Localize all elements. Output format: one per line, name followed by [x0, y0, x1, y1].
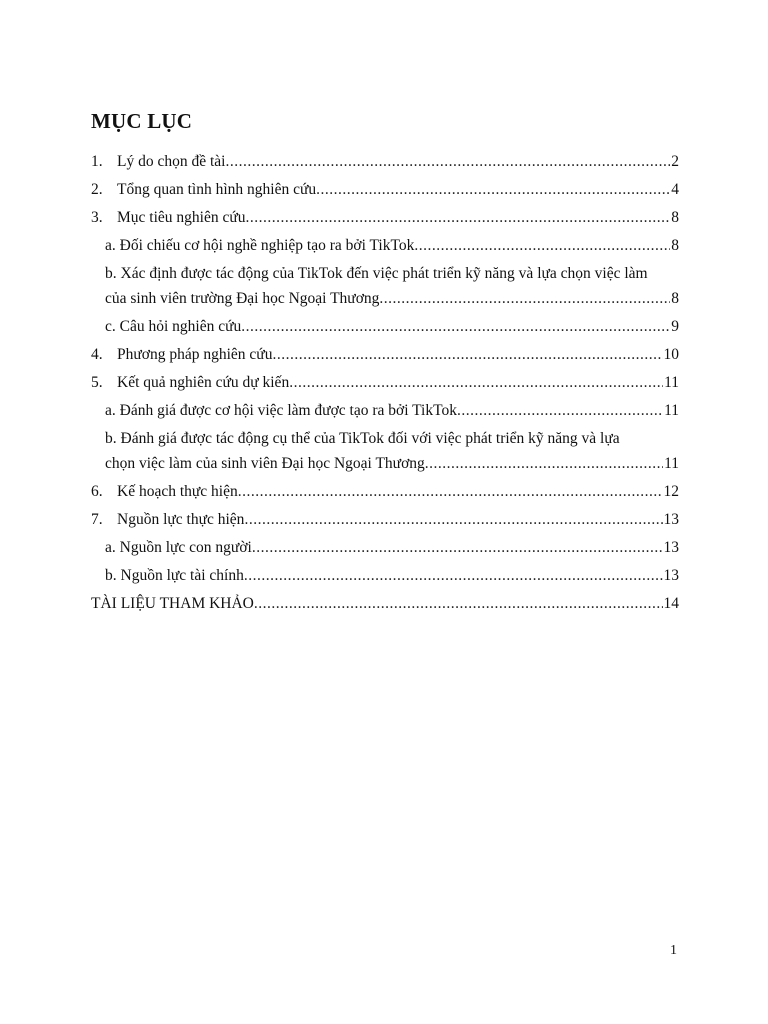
toc-entry-3a[interactable]	[91, 233, 679, 258]
toc-entry-3c[interactable]	[91, 314, 679, 339]
dot-leader	[246, 205, 671, 230]
dot-leader	[425, 451, 663, 476]
toc-entry-text: Nguồn lực thực hiện	[117, 511, 245, 528]
dot-leader	[238, 479, 663, 504]
dot-leader	[244, 507, 662, 532]
dot-leader	[252, 535, 663, 560]
toc-entry-text: Tổng quan tình hình nghiên cứu	[117, 181, 317, 198]
page-number: 1	[670, 943, 677, 958]
toc-entry-text: của sinh viên trường Đại học Ngoại Thương	[105, 290, 380, 307]
toc-entry-7[interactable]	[91, 507, 679, 532]
toc-entry-number: 4.	[91, 346, 103, 363]
toc-entry-text: Kế hoạch thực hiện	[117, 483, 238, 500]
dot-leader	[289, 370, 663, 395]
dot-leader	[272, 342, 662, 367]
toc-entry-5b[interactable]	[91, 426, 679, 476]
toc-entry-1[interactable]	[91, 149, 679, 174]
toc-entry-text: b. Nguồn lực tài chính	[105, 567, 244, 584]
toc-entry-5[interactable]	[91, 370, 679, 395]
toc-entry-text: TÀI LIỆU THAM KHẢO	[91, 595, 254, 612]
dot-leader	[457, 398, 663, 423]
toc-entry-4[interactable]	[91, 342, 679, 367]
toc-entry-page: 4	[671, 181, 679, 198]
toc-entry-page: 11	[664, 374, 679, 391]
toc-entry-page: 2	[671, 153, 679, 170]
toc-entry-text: chọn việc làm của sinh viên Đại học Ngoại Thương	[105, 455, 425, 472]
table-of-contents	[91, 146, 679, 616]
toc-title: MỤC LỤC	[91, 109, 193, 133]
toc-entry-text: a. Nguồn lực con người	[105, 539, 252, 556]
toc-entry-page: 10	[663, 346, 679, 363]
toc-entry-number: 2.	[91, 181, 103, 198]
toc-entry-text: a. Đối chiếu cơ hội nghề nghiệp tạo ra bởi TikTok	[105, 237, 415, 254]
toc-entry-3[interactable]	[91, 205, 679, 230]
dot-leader	[241, 314, 670, 339]
toc-entry-page: 8	[671, 209, 679, 226]
toc-entry-text: Lý do chọn đề tài	[117, 153, 226, 170]
dot-leader	[316, 177, 670, 202]
toc-entry-number: 1.	[91, 153, 103, 170]
toc-entry-page: 8	[671, 290, 679, 307]
dot-leader	[225, 149, 670, 174]
toc-entry-page: 9	[671, 318, 679, 335]
toc-entry-number: 6.	[91, 483, 103, 500]
toc-entry-7b[interactable]	[91, 563, 679, 588]
toc-entry-page: 8	[671, 237, 679, 254]
toc-entry-page: 11	[664, 402, 679, 419]
toc-entry-page: 12	[663, 483, 679, 500]
toc-entry-text: Phương pháp nghiên cứu	[117, 346, 273, 363]
toc-entry-number: 5.	[91, 374, 103, 391]
toc-entry-text: c. Câu hỏi nghiên cứu	[105, 318, 242, 335]
toc-entry-number: 7.	[91, 511, 103, 528]
dot-leader	[379, 286, 670, 311]
toc-entry-7a[interactable]	[91, 535, 679, 560]
toc-entry-page: 13	[663, 511, 679, 528]
toc-entry-page: 11	[664, 455, 679, 472]
toc-entry-text-line1: b. Xác định được tác động của TikTok đến việc phát triển kỹ năng và lựa chọn việc làm	[105, 265, 648, 282]
toc-entry-3b[interactable]	[91, 261, 679, 311]
toc-entry-text: Mục tiêu nghiên cứu	[117, 209, 246, 226]
toc-entry-text: a. Đánh giá được cơ hội việc làm được tạo ra bởi TikTok	[105, 402, 457, 419]
dot-leader	[414, 233, 670, 258]
toc-entry-page: 13	[663, 539, 679, 556]
toc-entry-page: 13	[663, 567, 679, 584]
dot-leader	[254, 591, 663, 616]
toc-entry-references[interactable]	[91, 591, 679, 616]
dot-leader	[244, 563, 663, 588]
toc-entry-page: 14	[663, 595, 679, 612]
toc-entry-text: Kết quả nghiên cứu dự kiến	[117, 374, 290, 391]
toc-entry-6[interactable]	[91, 479, 679, 504]
toc-entry-2[interactable]	[91, 177, 679, 202]
toc-entry-text-line1: b. Đánh giá được tác động cụ thể của TikTok đối với việc phát triển kỹ năng và lựa	[105, 430, 620, 447]
toc-entry-number: 3.	[91, 209, 103, 226]
toc-entry-5a[interactable]	[91, 398, 679, 423]
